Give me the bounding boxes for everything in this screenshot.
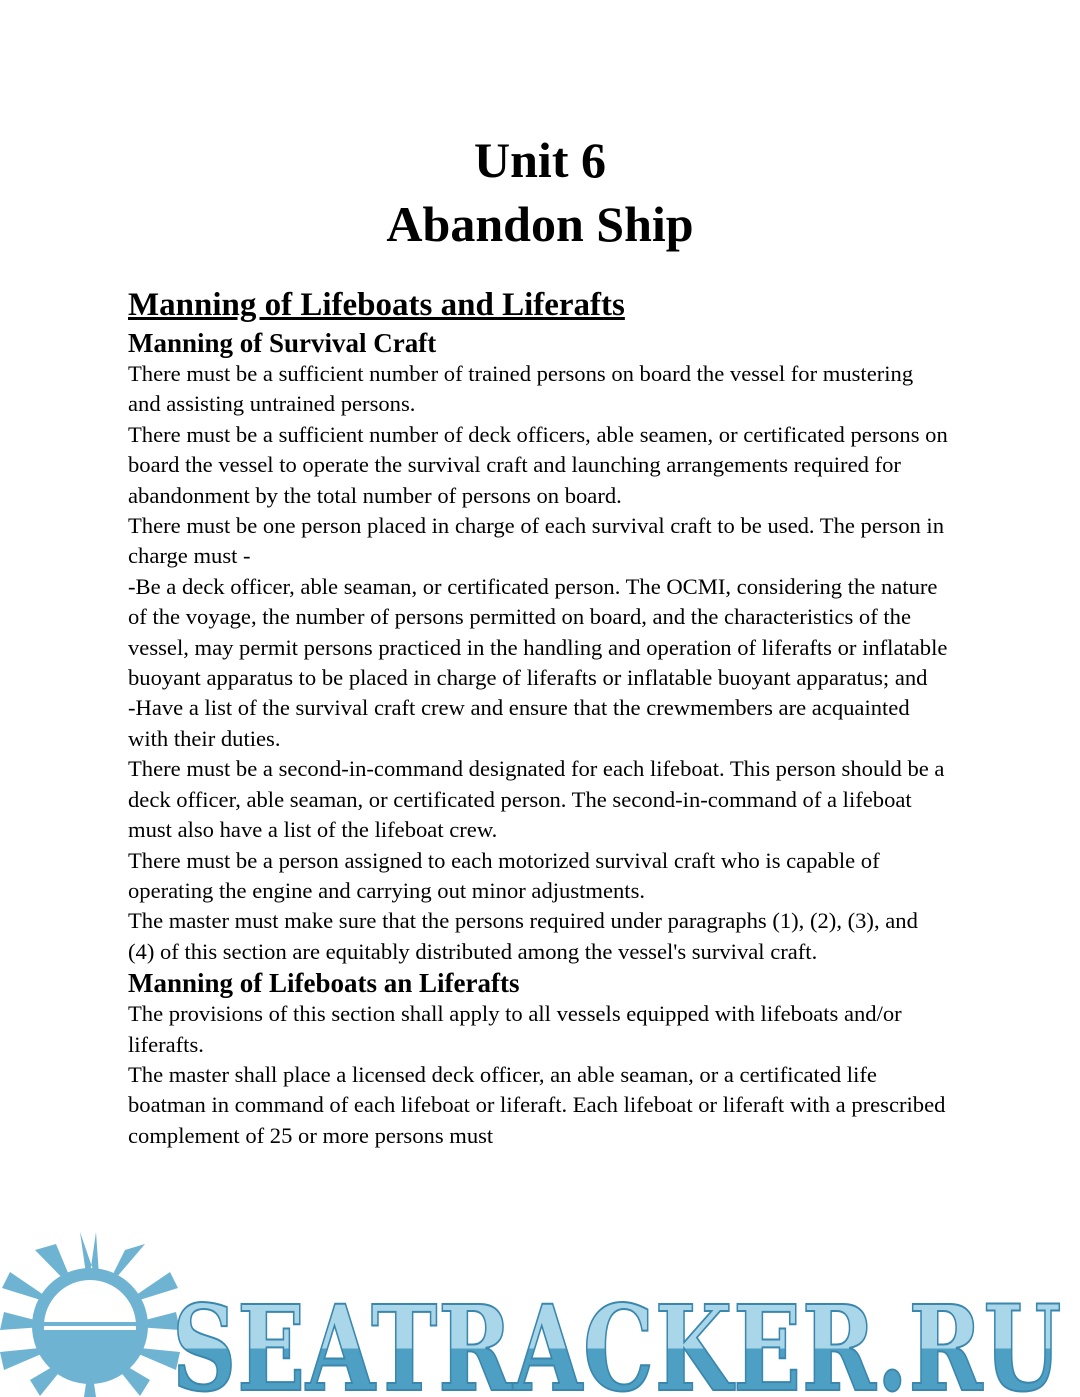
sun-over-sea-logo-icon [0, 1232, 180, 1397]
paragraph: There must be a sufficient number of trained persons on board the vessel for mustering and assisting untrained persons. [128, 361, 914, 417]
page-title [0, 128, 1080, 256]
document-body [128, 283, 948, 1151]
watermark-text: SEATRACKER.RU [172, 1279, 1062, 1397]
paragraph: -Have a list of the survival craft crew and ensure that the crewmembers are acquainted with their duties. [128, 695, 910, 751]
unit-number: Unit 6 [474, 132, 606, 188]
paragraph: -Be a deck officer, able seaman, or certificated person. The OCMI, considering the nature of the voyage, the number of persons permitted on board, and the characteristics of the vessel, may permit persons practiced in the handling and operation of liferafts or inflatable buoyant apparatus to be placed in charge of liferafts or inflatable buoyant apparatus; and [128, 573, 948, 691]
subsection-heading: Manning of Survival Craft [128, 328, 437, 358]
watermark [0, 1230, 1080, 1397]
paragraph: There must be a sufficient number of deck officers, able seamen, or certificated persons on board the vessel to operate the survival craft and launching arrangements required for abandonment by the total number of persons on board. [128, 421, 948, 508]
paragraph: There must be a second-in-command designated for each lifeboat. This person should be a deck officer, able seaman, or certificated person. The second-in-command of a lifeboat must also have a list of the lifeboat crew. [128, 756, 945, 843]
paragraph: The master must make sure that the persons required under paragraphs (1), (2), (3), and (4) of this section are equitably distributed among the vessel's survival craft. [128, 908, 918, 964]
unit-title: Abandon Ship [386, 196, 694, 252]
subsection-heading: Manning of Lifeboats an Liferafts [128, 968, 520, 999]
paragraph: The master shall place a licensed deck officer, an able seaman, or a certificated life boatman in command of each lifeboat or liferaft. Each lifeboat or liferaft with a prescribed complement of 25 or more persons must [128, 1061, 946, 1148]
paragraph: The provisions of this section shall apply to all vessels equipped with lifeboats and/or liferafts. [128, 1001, 902, 1057]
paragraph: There must be one person placed in charge of each survival craft to be used. The person in charge must - [128, 513, 945, 569]
section-heading: Manning of Lifeboats and Liferafts [128, 287, 625, 323]
paragraph: There must be a person assigned to each motorized survival craft who is capable of operating the engine and carrying out minor adjustments. [128, 847, 880, 903]
